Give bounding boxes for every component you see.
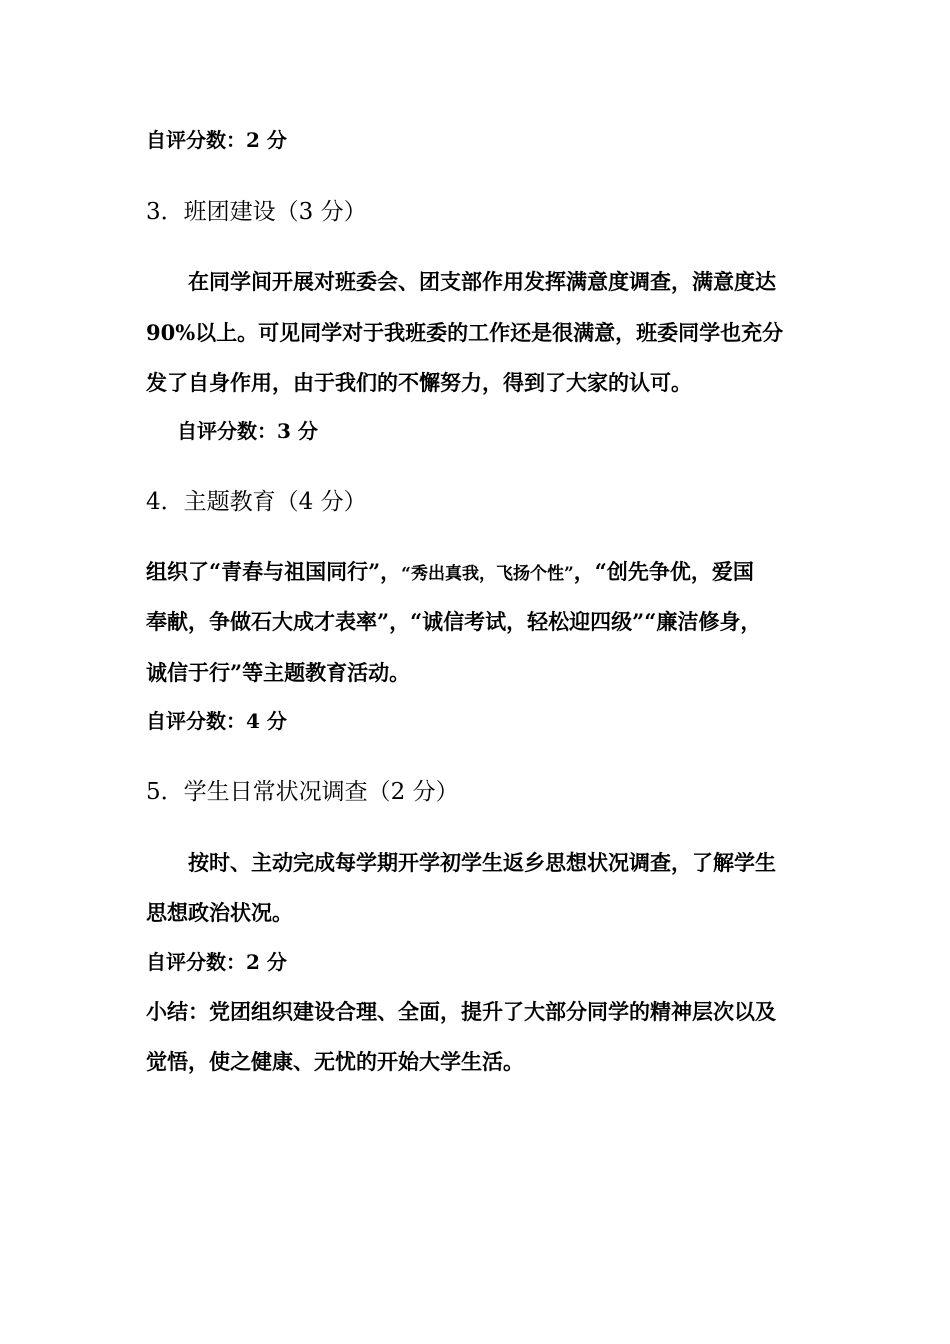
section4-line1-part-a: 组织了“青春与祖国同行”， xyxy=(146,559,402,584)
section4-line1-part-b: “秀出真我，飞扬个性” xyxy=(401,564,574,584)
section4-heading: 4．主题教育（4 分） xyxy=(146,489,367,515)
section2-self-score: 自评分数：2 分 xyxy=(146,128,287,152)
section3-paragraph-line-1: 在同学间开展对班委会、团支部作用发挥满意度调查，满意度达 xyxy=(188,269,776,294)
summary-line-1: 小结：党团组织建设合理、全面，提升了大部分同学的精神层次以及 xyxy=(146,999,776,1024)
section3-self-score: 自评分数：3 分 xyxy=(177,419,318,443)
summary-line-2: 觉悟，使之健康、无忧的开始大学生活。 xyxy=(146,1049,524,1074)
section3-paragraph-line-3: 发了自身作用，由于我们的不懈努力，得到了大家的认可。 xyxy=(146,370,692,395)
section5-paragraph-line-2: 思想政治状况。 xyxy=(146,900,293,925)
section4-paragraph-line-1 xyxy=(146,561,754,583)
section5-paragraph-line-1: 按时、主动完成每学期开学初学生返乡思想状况调查，了解学生 xyxy=(188,850,776,875)
section4-paragraph-line-2: 奉献，争做石大成才表率”，“诚信考试，轻松迎四级”“廉洁修身， xyxy=(146,609,762,634)
section5-self-score: 自评分数：2 分 xyxy=(146,950,287,974)
section3-heading: 3．班团建设（3 分） xyxy=(146,199,367,225)
section3-paragraph-line-2: 90%以上。可见同学对于我班委的工作还是很满意，班委同学也充分 xyxy=(146,320,784,345)
section4-paragraph-line-3: 诚信于行”等主题教育活动。 xyxy=(146,660,411,685)
section4-line1-part-c: ，“创先争优，爱国 xyxy=(573,559,754,584)
section4-self-score: 自评分数：4 分 xyxy=(146,709,287,733)
section5-heading: 5．学生日常状况调查（2 分） xyxy=(146,779,459,805)
